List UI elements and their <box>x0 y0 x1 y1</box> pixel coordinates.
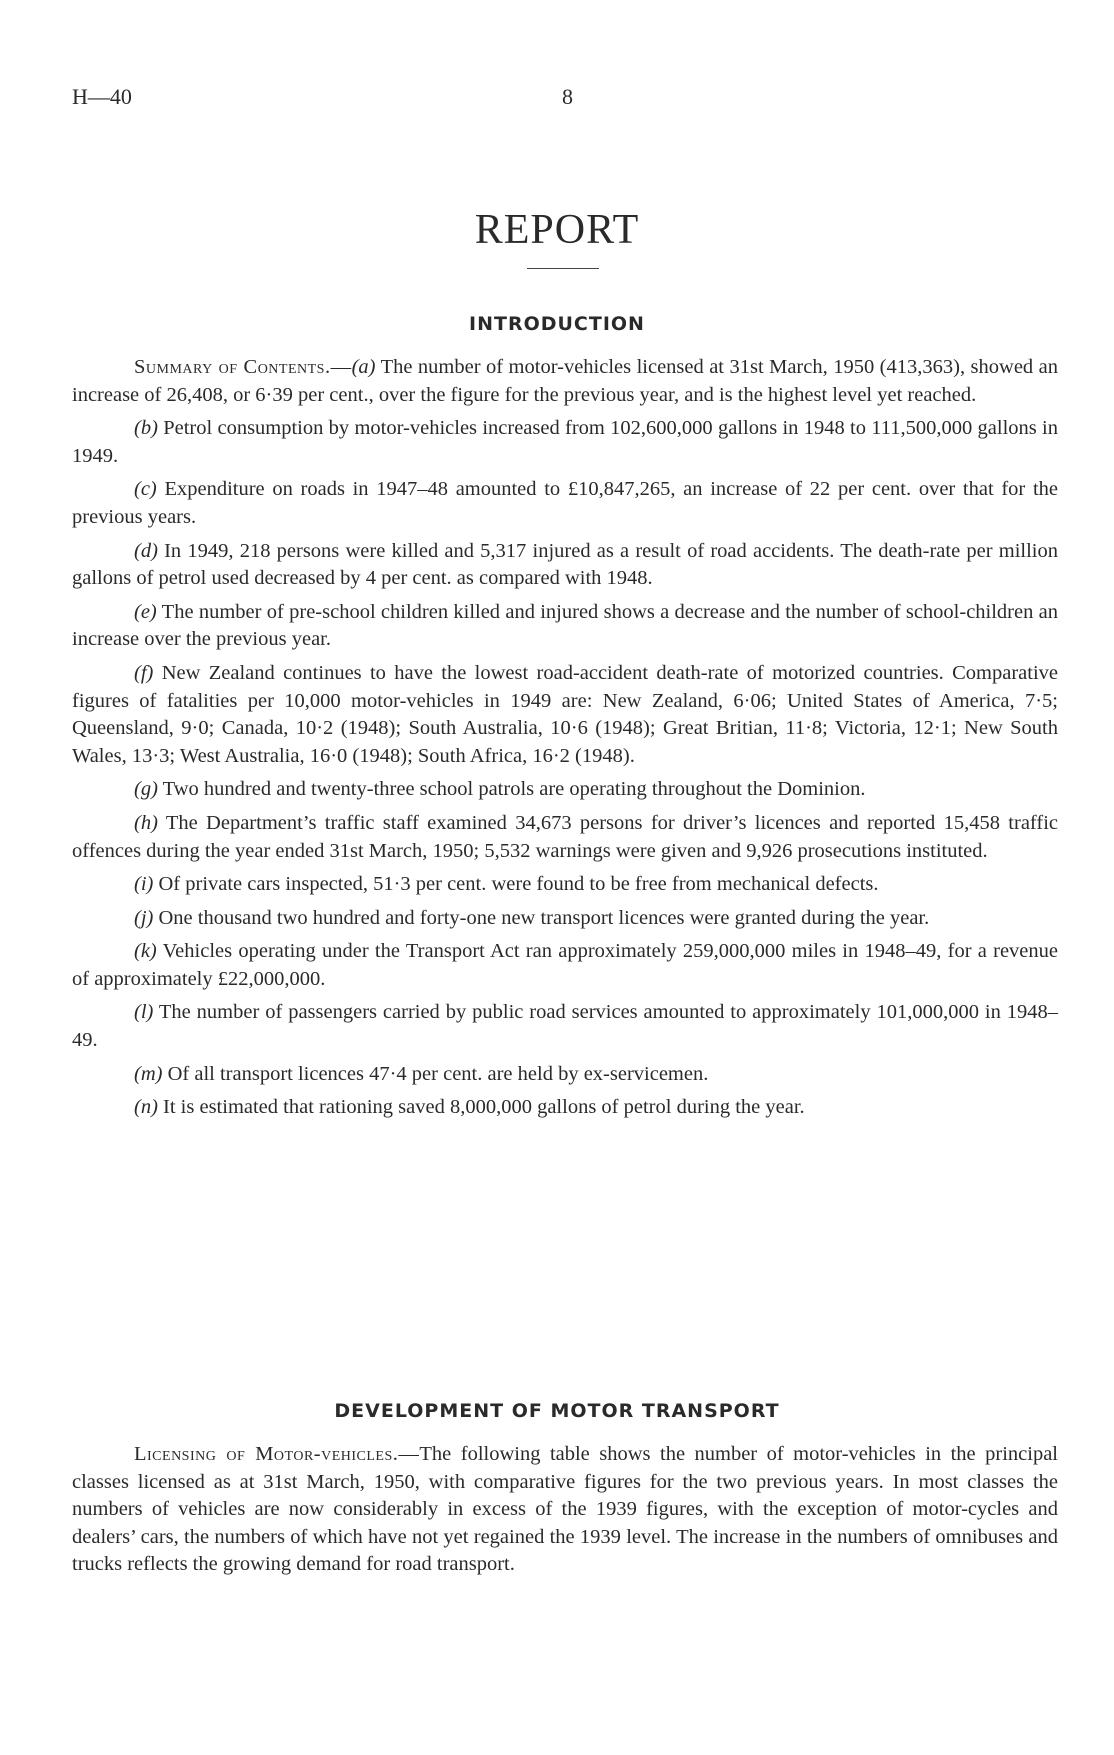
item-text: Vehicles operating under the Transport Act ran approximately 259,000,000 miles in 1948–49, for a revenue of approximately £22,000,000. <box>72 940 1058 990</box>
report-title: REPORT <box>474 207 640 253</box>
item-label: (c) <box>134 478 157 501</box>
item-text: Of all transport licences 47·4 per cent. are held by ex-servicemen. <box>162 1062 709 1085</box>
item-text: One thousand two hundred and forty-one new transport licences were granted during the year. <box>153 906 930 929</box>
licensing-lead-in: Licensing of Motor-vehicles.— <box>134 1443 420 1465</box>
intro-item-g <box>72 776 1058 804</box>
item-label: (l) <box>134 1001 154 1024</box>
intro-item-b <box>72 415 1058 470</box>
title-rule <box>527 268 599 269</box>
document-reference: H—40 <box>72 84 132 109</box>
item-text: Expenditure on roads in 1947–48 amounted to £10,847,265, an increase of 22 per cent. over that for the previous years. <box>72 478 1058 528</box>
intro-item-l <box>72 999 1058 1054</box>
item-label: (i) <box>134 873 154 896</box>
item-text: New Zealand continues to have the lowest road-accident death-rate of motorized countries. Comparative figures of fatalities per 10,000 motor-vehicles in 1949 are: New Zealand, 6·06; United States of America, 7·5; Queensland, 9·0; Canada, 10·2 (1948); South Australia, 10·6 (1948); Great Britian, 11·8; Victoria, 12·1; New South Wales, 13·3; West Australia, 16·0 (1948); South Africa, 16·2 (1948). <box>72 661 1058 767</box>
item-text: The number of passengers carried by public road services amounted to approximately 101,000,000 in 1948–49. <box>72 1001 1058 1052</box>
item-text: Petrol consumption by motor-vehicles increased from 102,600,000 gallons in 1948 to 111,500,000 gallons in 1949. <box>72 417 1058 467</box>
intro-item-j <box>72 905 1058 933</box>
licensing-text: The following table shows the number of motor-vehicles in the principal classes licensed as at 31st March, 1950, with comparative figures for the two previous years. In most classes the numbers of vehicles are now considerably in excess of the 1939 figures, with the exception of motor-cycles and dealers’ cars, the numbers of which have not yet regained the 1939 level. The increase in the numbers of omnibuses and trucks reflects the growing demand for road transport. <box>72 1443 1058 1576</box>
item-label: (f) <box>134 661 154 684</box>
introduction-heading: INTRODUCTION <box>469 313 645 335</box>
development-body <box>72 1441 1058 1585</box>
item-label: (j) <box>134 906 154 929</box>
item-label: (k) <box>134 940 157 963</box>
item-label: (h) <box>134 811 158 834</box>
intro-item-m <box>72 1061 1058 1089</box>
item-text: In 1949, 218 persons were killed and 5,317 injured as a result of road accidents. The death-rate per million gallons of petrol used decreased by 4 per cent. as compared with 1948. <box>72 539 1058 590</box>
licensing-paragraph <box>72 1441 1058 1579</box>
item-text: Of private cars inspected, 51·3 per cent. were found to be free from mechanical defects. <box>153 873 879 896</box>
item-label: (e) <box>134 600 157 623</box>
item-text: The number of motor-vehicles licensed at 31st March, 1950 (413,363), showed an increase of 26,408, or 6·39 per cent., over the figure for the previous year, and is the highest level yet reached. <box>72 356 1058 406</box>
summary-lead-in: Summary of Contents.— <box>134 356 352 378</box>
item-text: The number of pre-school children killed and injured shows a decrease and the number of school-children an increase over the previous year. <box>72 600 1058 651</box>
item-text: Two hundred and twenty-three school patrols are operating throughout the Dominion. <box>157 778 866 801</box>
intro-item-h <box>72 810 1058 865</box>
item-label: (b) <box>134 417 158 440</box>
running-header <box>72 84 1072 114</box>
intro-item-e <box>72 599 1058 654</box>
intro-item-n <box>72 1094 1058 1122</box>
intro-item-k <box>72 938 1058 993</box>
item-label: (m) <box>134 1062 163 1085</box>
intro-item-c <box>72 476 1058 531</box>
intro-item-i <box>72 871 1058 899</box>
item-label: (d) <box>134 539 158 562</box>
intro-item-f <box>72 660 1058 770</box>
item-label: (n) <box>134 1096 158 1119</box>
item-label: (a) <box>351 356 376 378</box>
page-number: 8 <box>562 84 573 109</box>
item-text: It is estimated that rationing saved 8,000,000 gallons of petrol during the year. <box>157 1096 805 1119</box>
item-label: (g) <box>134 778 158 801</box>
introduction-body <box>72 354 1058 1128</box>
intro-item-a <box>72 354 1058 409</box>
item-text: The Department’s traffic staff examined 34,673 persons for driver’s licences and reported 15,458 traffic offences during the year ended 31st March, 1950; 5,532 warnings were given and 9,926 prosecutions instituted. <box>72 811 1058 862</box>
intro-item-d <box>72 538 1058 593</box>
development-heading: DEVELOPMENT OF MOTOR TRANSPORT <box>334 1400 780 1422</box>
